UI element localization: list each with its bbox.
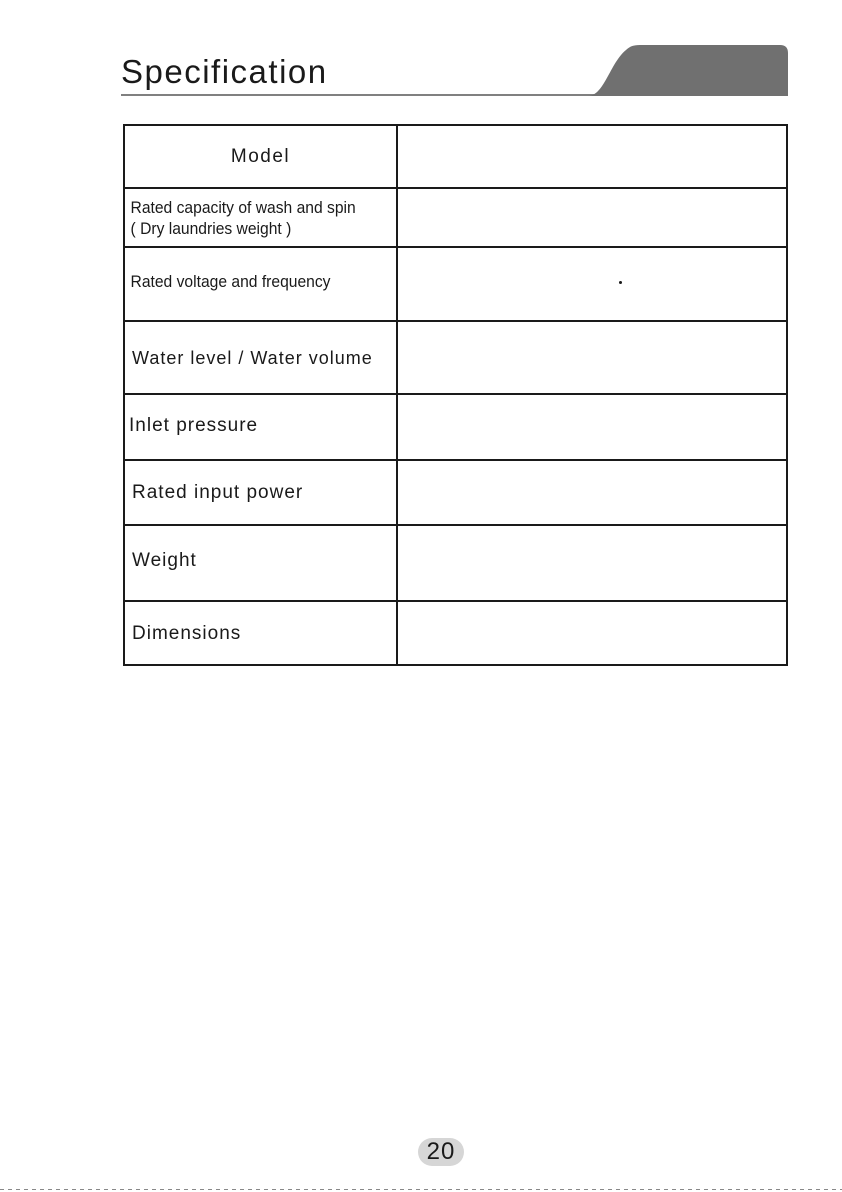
page-number-badge bbox=[418, 1138, 464, 1166]
page-number: 20 bbox=[426, 1138, 456, 1165]
spec-label-cell bbox=[125, 526, 398, 600]
spec-label-water-level: Water level / Water volume bbox=[132, 347, 373, 368]
spec-value-dimensions bbox=[398, 602, 786, 664]
spec-row-inlet-pressure bbox=[125, 395, 786, 461]
spec-label-rated-input-power: Rated input power bbox=[132, 481, 304, 503]
bottom-cut-line bbox=[0, 1189, 842, 1190]
spec-label-weight: Weight bbox=[132, 550, 197, 571]
separator-dot bbox=[619, 281, 622, 284]
spec-value-water-level bbox=[398, 322, 786, 393]
spec-label-rated-capacity-line1: Rated capacity of wash and spin bbox=[130, 197, 356, 217]
spec-label-rated-capacity bbox=[125, 197, 356, 239]
spec-label-rated-capacity-line2: ( Dry laundries weight ) bbox=[130, 218, 292, 238]
spec-label-dimensions: Dimensions bbox=[132, 623, 242, 644]
spec-label-rated-voltage: Rated voltage and frequency bbox=[130, 272, 331, 291]
spec-label-cell bbox=[125, 602, 398, 664]
spec-label-inlet-pressure: Inlet pressure bbox=[129, 415, 259, 436]
spec-value-weight bbox=[398, 526, 786, 600]
spec-label-cell bbox=[125, 322, 398, 393]
spec-label-cell bbox=[125, 248, 398, 320]
spec-value-model bbox=[398, 126, 786, 187]
page-title: Specification bbox=[121, 53, 328, 90]
spec-label-cell bbox=[125, 189, 398, 246]
spec-label-cell bbox=[125, 395, 398, 459]
spec-row-model bbox=[125, 126, 786, 189]
spec-value-rated-capacity bbox=[398, 189, 786, 246]
spec-label-cell bbox=[125, 461, 398, 524]
spec-row-weight bbox=[125, 526, 786, 602]
spec-row-dimensions bbox=[125, 602, 786, 664]
spec-row-rated-capacity bbox=[125, 189, 786, 248]
spec-label-cell bbox=[125, 126, 398, 187]
spec-value-rated-input-power bbox=[398, 461, 786, 524]
spec-table bbox=[123, 124, 788, 666]
header-tab-decoration bbox=[588, 45, 788, 96]
spec-row-water-level bbox=[125, 322, 786, 395]
spec-value-rated-voltage bbox=[398, 248, 786, 320]
spec-label-model: Model bbox=[230, 145, 291, 167]
spec-value-inlet-pressure bbox=[398, 395, 786, 459]
spec-row-rated-voltage bbox=[125, 248, 786, 322]
spec-row-rated-input-power bbox=[125, 461, 786, 526]
